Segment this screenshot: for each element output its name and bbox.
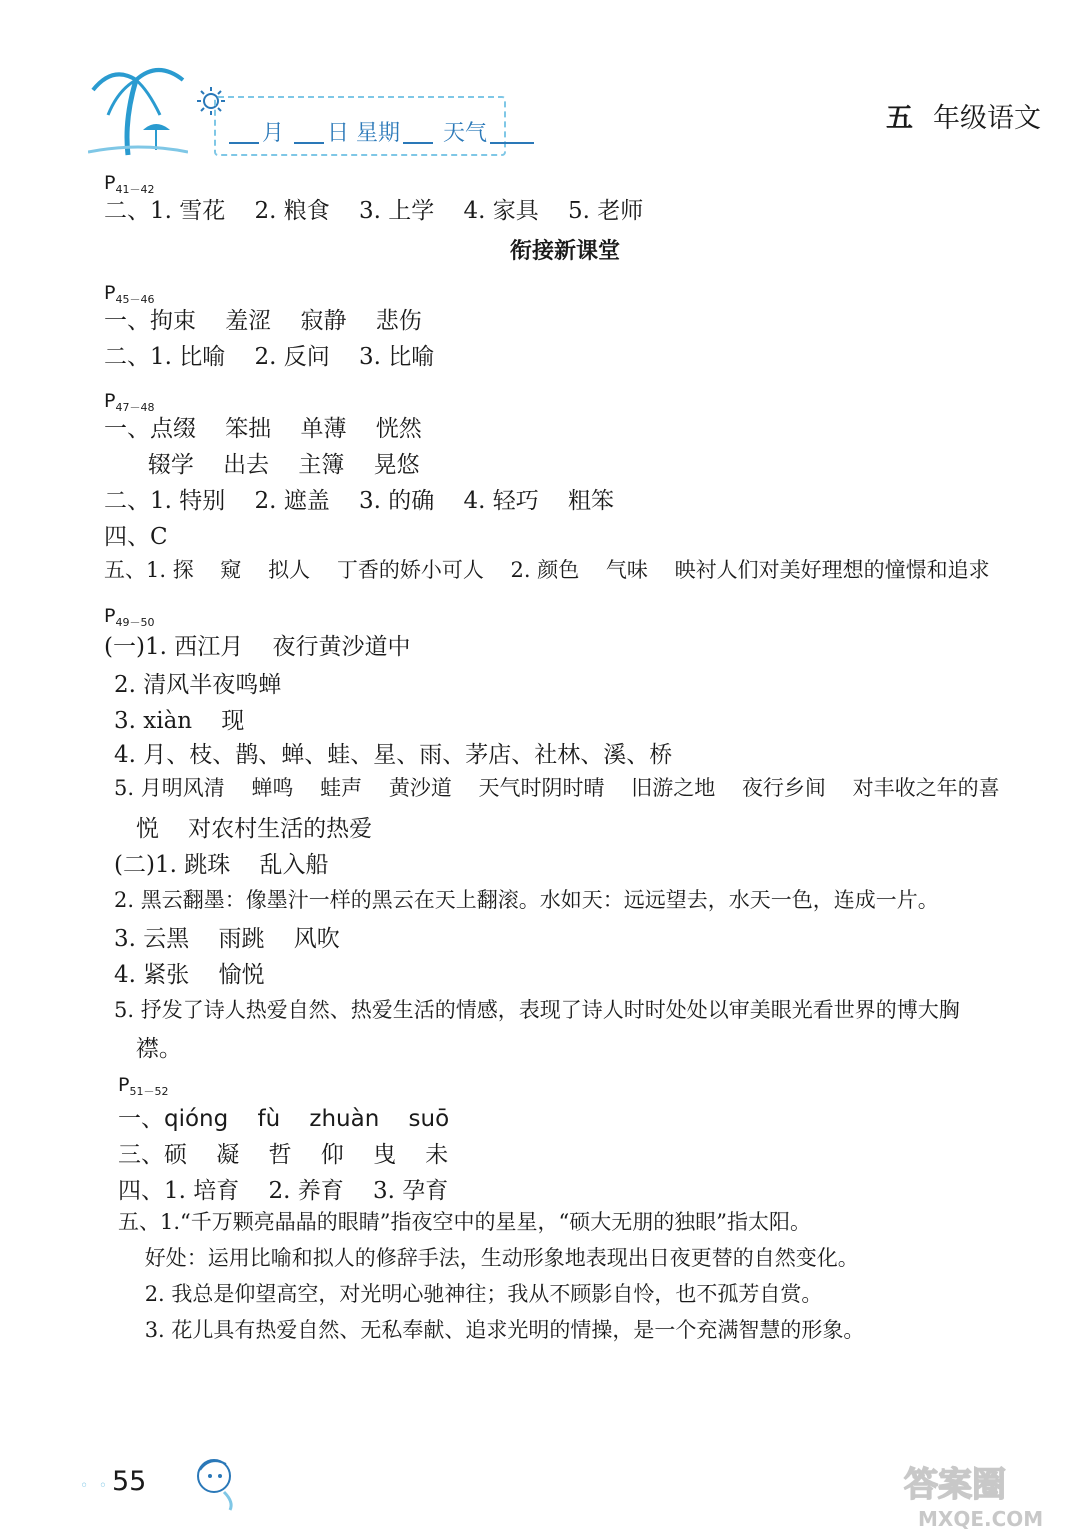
answer-line: 3. 云黑 雨跳 风吹	[114, 926, 340, 952]
month-blank[interactable]	[229, 142, 259, 144]
answer-line: 悦 对农村生活的热爱	[114, 816, 373, 842]
answer-line: 四、1. 培育 2. 养育 3. 孕育	[118, 1178, 449, 1204]
answer-line: 襟。	[114, 1036, 182, 1062]
svg-text:MXQE.COM: MXQE.COM	[918, 1507, 1044, 1531]
weather-label: 天气	[443, 121, 488, 146]
cartoon-kid-icon	[190, 1452, 250, 1512]
page-header	[0, 0, 1085, 170]
answer-line: 2. 清风半夜鸣蝉	[114, 672, 282, 698]
footer-decoration: ◦ ◦	[80, 1478, 110, 1494]
answer-line: 5. 月明风清 蝉鸣 蛙声 黄沙道 天气时阴时晴 旧游之地 夜行乡间 对丰收之年的喜	[114, 776, 1000, 800]
answer-line: 辍学 出去 主簿 晃悠	[104, 452, 420, 478]
day-blank[interactable]	[294, 142, 324, 144]
answer-line: 一、点缀 笨拙 单薄 恍然	[104, 416, 422, 442]
page-range-5: $P_{51-52}$	[118, 1074, 169, 1098]
answer-line: 2. 我总是仰望高空，对光明心驰神往；我从不顾影自怜，也不孤芳自赏。	[118, 1282, 823, 1306]
grade-number: 五	[886, 103, 913, 134]
answer-line: 五、1.“千万颗亮晶晶的眼睛”指夜空中的星星，“硕大无朋的独眼”指太阳。	[118, 1210, 811, 1234]
day-label: 日	[327, 121, 350, 146]
grade-subject	[886, 96, 1041, 135]
grade-label: 年级语文	[933, 103, 1041, 134]
answer-line: 好处：运用比喻和拟人的修辞手法，生动形象地表现出日夜更替的自然变化。	[118, 1246, 859, 1270]
page-range-2: $P_{45-46}$	[104, 282, 155, 306]
watermark-logo	[898, 1456, 1074, 1536]
page-range-3: $P_{47-48}$	[104, 390, 155, 414]
page-range-4: $P_{49-50}$	[104, 605, 155, 629]
answer-line: 3. xiàn 现	[114, 708, 245, 734]
palm-beach-icon	[88, 60, 188, 160]
answer-line: 五、1. 探 窥 拟人 丁香的娇小可人 2. 颜色 气味 映衬人们对美好理想的憧憬和追求	[104, 558, 990, 582]
answer-line: 二、1. 比喻 2. 反问 3. 比喻	[104, 344, 435, 370]
answer-line: (二)1. 跳珠 乱入船	[114, 852, 329, 878]
section-title: 衔接新课堂	[510, 238, 621, 264]
month-label: 月	[262, 121, 285, 146]
answer-line: 三、硕 凝 哲 仰 曳 未	[118, 1142, 449, 1168]
answer-line: 3. 花儿具有热爱自然、无私奉献、追求光明的情操，是一个充满智慧的形象。	[118, 1318, 865, 1342]
answer-line: 二、1. 雪花 2. 粮食 3. 上学 4. 家具 5. 老师	[104, 198, 644, 224]
answer-line: 5. 抒发了诗人热爱自然、热爱生活的情感，表现了诗人时时处处以审美眼光看世界的博大胸	[114, 998, 960, 1022]
page-number: 55	[112, 1466, 147, 1497]
date-weather-line	[226, 116, 537, 147]
answer-line: 4. 紧张 愉悦	[114, 962, 265, 988]
answer-line: 一、拘束 羞涩 寂静 悲伤	[104, 308, 422, 334]
weather-blank[interactable]	[490, 142, 534, 144]
answer-line: 一、qióng fù zhuàn suō	[118, 1106, 450, 1132]
watermark-graphic	[898, 1456, 1074, 1532]
page-range-1: $P_{41-42}$	[104, 172, 155, 196]
answer-line: 4. 月、枝、鹊、蝉、蛙、星、雨、茅店、社林、溪、桥	[114, 742, 673, 768]
weekday-label: 星期	[356, 121, 401, 146]
weekday-blank[interactable]	[403, 142, 433, 144]
answer-line: (一)1. 西江月 夜行黄沙道中	[104, 634, 411, 660]
answer-line: 四、C	[104, 524, 168, 550]
svg-text:答案圈: 答案圈	[904, 1465, 1006, 1505]
answer-line: 二、1. 特别 2. 遮盖 3. 的确 4. 轻巧 粗笨	[104, 488, 614, 514]
answer-line: 2. 黑云翻墨：像墨汁一样的黑云在天上翻滚。水如天：远远望去，水天一色，连成一片。	[114, 888, 939, 912]
